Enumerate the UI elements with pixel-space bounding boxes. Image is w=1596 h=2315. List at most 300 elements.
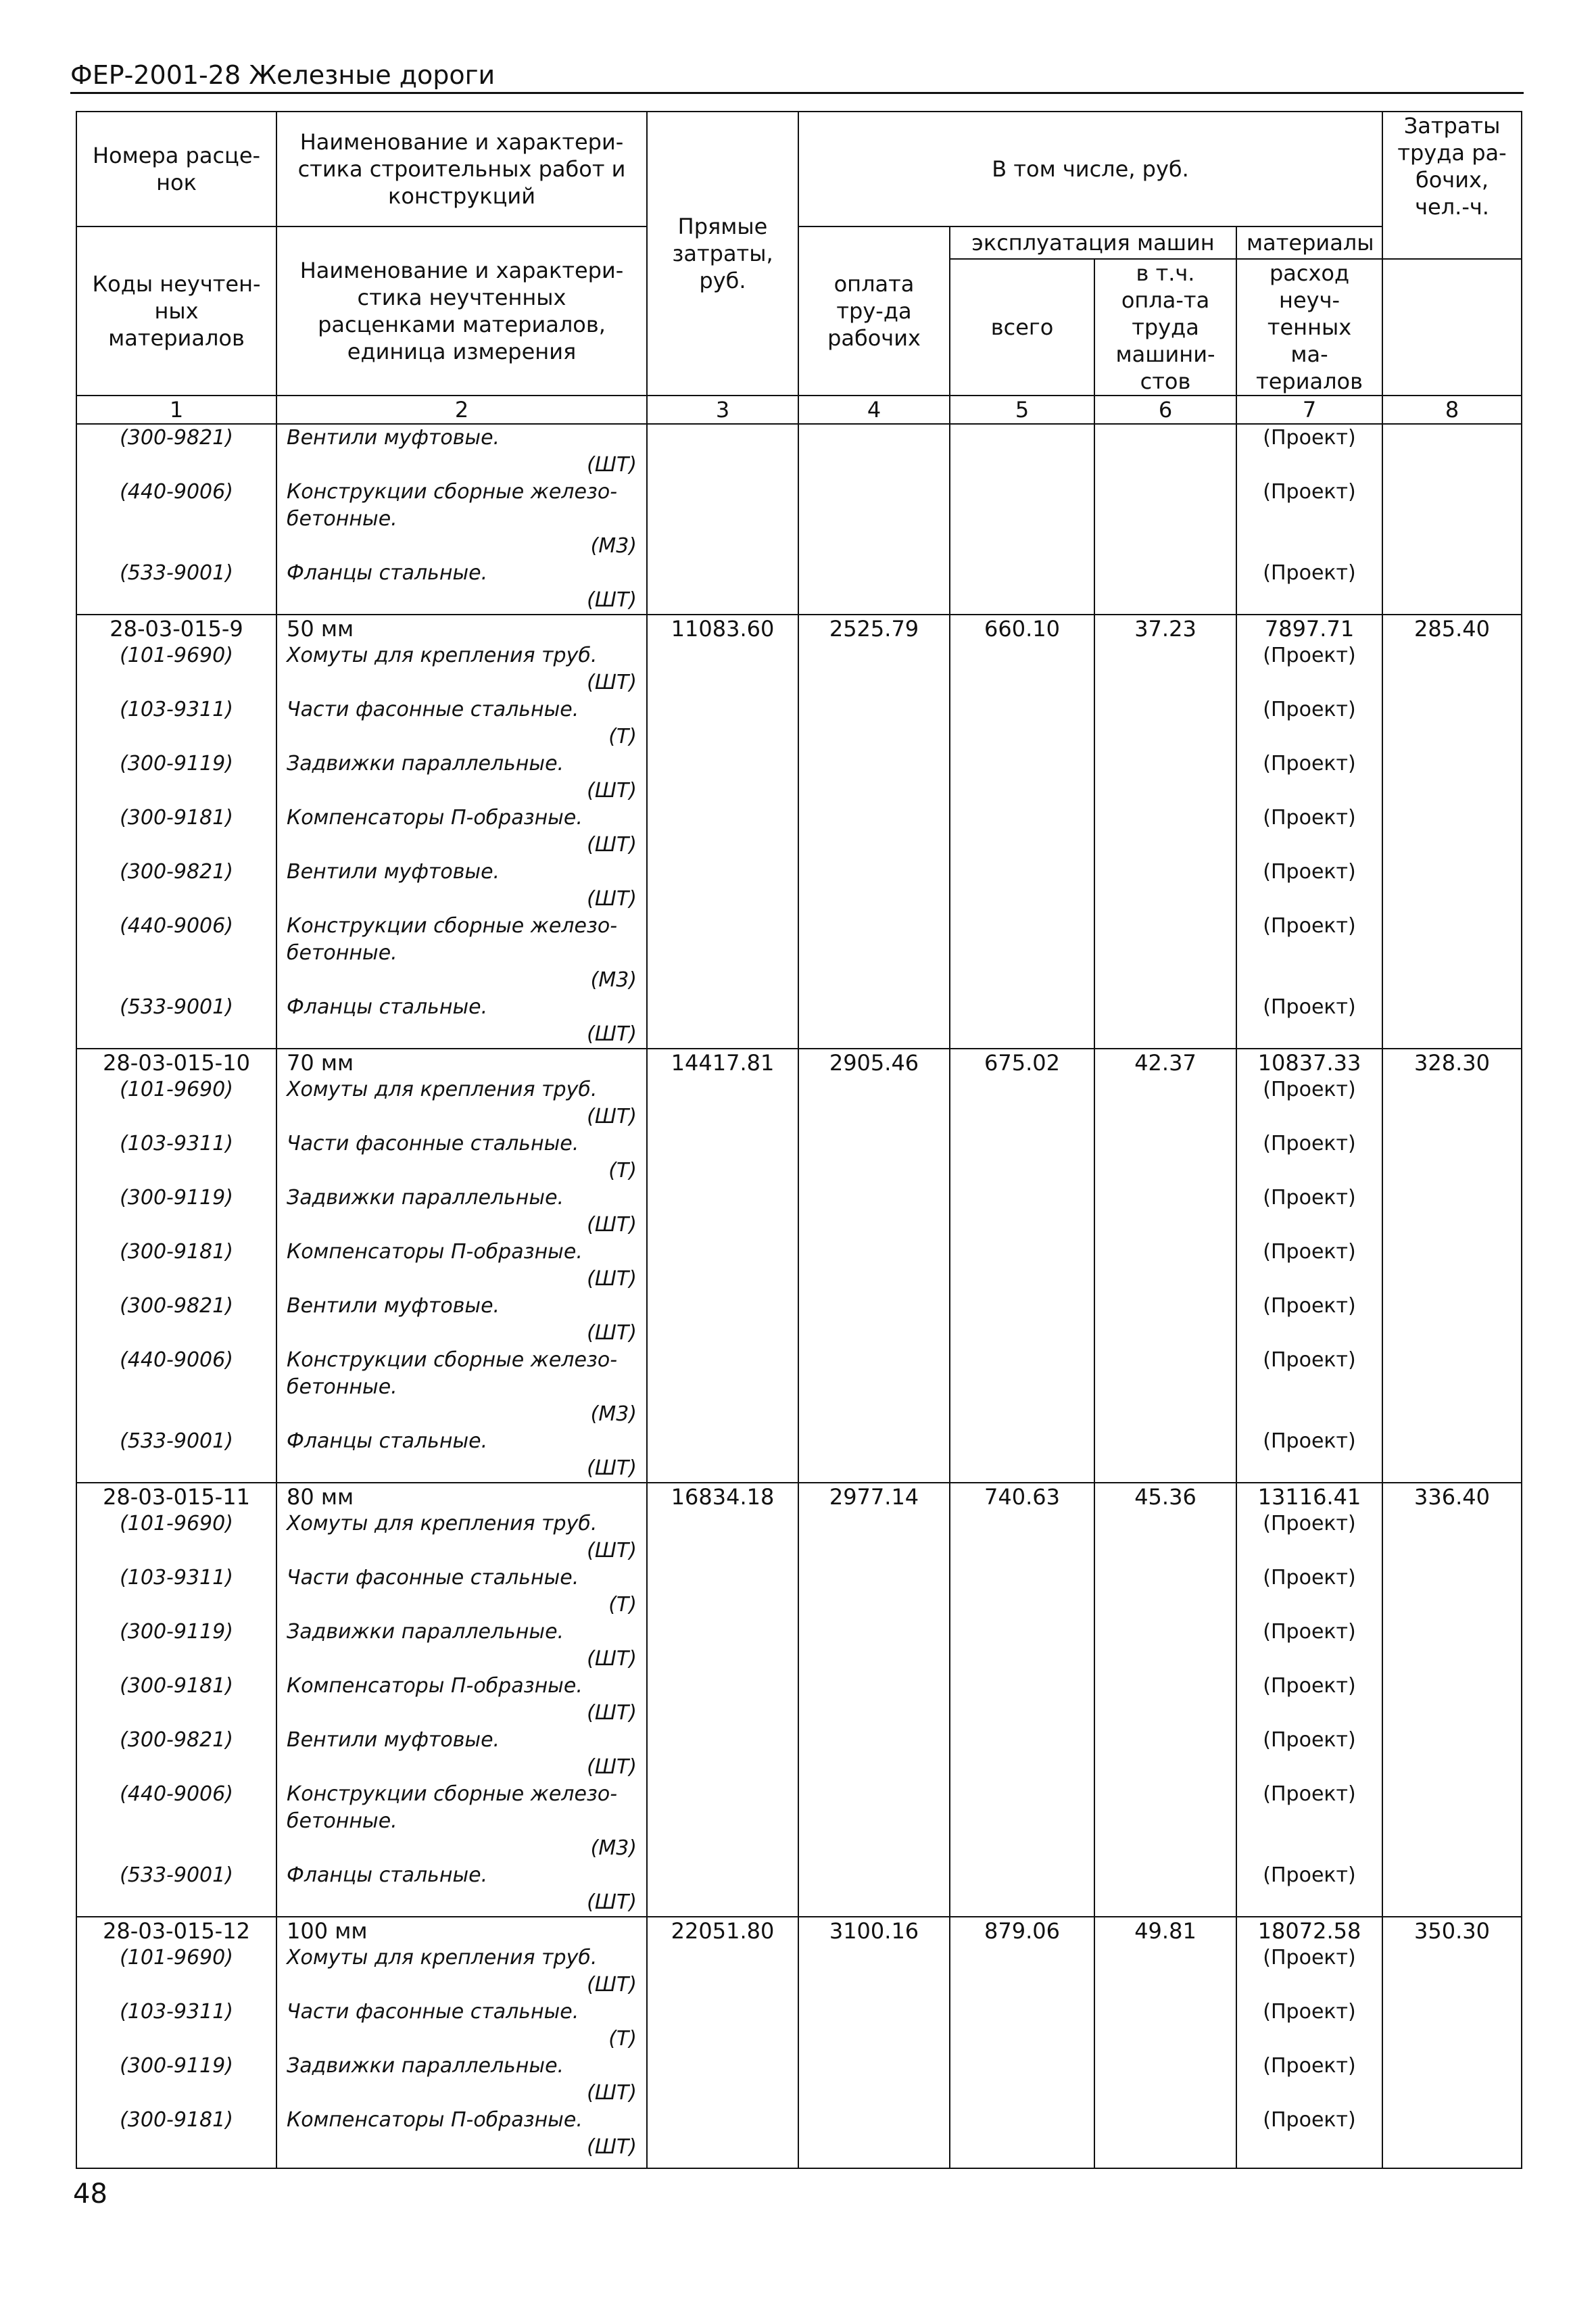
empty-cell	[1382, 1673, 1522, 1727]
rate-code: 28-03-015-9	[76, 615, 276, 642]
material-row	[76, 750, 1522, 805]
material-name	[276, 1673, 647, 1727]
empty-cell	[647, 859, 798, 913]
material-unit: (М3)	[590, 1402, 637, 1426]
material-unit: (ШТ)	[587, 2135, 637, 2159]
material-row	[76, 1619, 1522, 1673]
machinist-wages: 42.37	[1094, 1049, 1236, 1076]
empty-cell	[798, 913, 950, 994]
empty-cell	[647, 696, 798, 750]
empty-cell	[1382, 1999, 1522, 2053]
material-row	[76, 1999, 1522, 2053]
empty-cell	[1382, 424, 1522, 479]
material-unit: (ШТ)	[587, 1267, 637, 1291]
rate-name: 80 мм	[276, 1483, 647, 1510]
empty-cell	[798, 479, 950, 560]
material-project-note	[1236, 1944, 1382, 1999]
material-name	[276, 1565, 647, 1619]
material-name-text: Фланцы стальные.	[287, 561, 488, 585]
empty-cell	[1094, 805, 1236, 859]
empty-cell	[798, 1510, 950, 1565]
empty-cell	[1094, 1673, 1236, 1727]
worker-wages: 2977.14	[798, 1483, 950, 1510]
material-name	[276, 1619, 647, 1673]
project-label: (Проект)	[1263, 2000, 1356, 2024]
material-code: (300-9181)	[76, 1239, 276, 1293]
empty-cell	[950, 1293, 1094, 1347]
empty-cell	[1094, 994, 1236, 1049]
empty-cell	[647, 1619, 798, 1673]
material-name-text: Хомуты для крепления труб.	[287, 644, 598, 667]
material-name	[276, 913, 647, 994]
material-name-text: Вентили муфтовые.	[287, 1294, 500, 1318]
empty-cell	[1094, 1293, 1236, 1347]
material-row	[76, 1347, 1522, 1428]
empty-cell	[950, 1619, 1094, 1673]
column-number: 3	[647, 396, 798, 424]
rate-name: 70 мм	[276, 1049, 647, 1076]
material-name	[276, 1347, 647, 1428]
project-label: (Проект)	[1263, 1429, 1356, 1453]
empty-cell	[798, 560, 950, 615]
empty-cell	[950, 642, 1094, 696]
empty-cell	[798, 1944, 950, 1999]
empty-cell	[950, 1673, 1094, 1727]
empty-cell	[647, 560, 798, 615]
material-code: (533-9001)	[76, 994, 276, 1049]
empty-cell	[1094, 642, 1236, 696]
material-unit: (ШТ)	[587, 1321, 637, 1345]
material-unit: (Т)	[608, 2027, 637, 2051]
header-unaccounted-materials: расход неуч-тенных ма-териалов	[1236, 259, 1382, 396]
empty-cell	[798, 1076, 950, 1130]
material-name-text: Хомуты для крепления труб.	[287, 1512, 598, 1535]
material-unit: (ШТ)	[587, 1701, 637, 1725]
material-name	[276, 1862, 647, 1917]
material-row	[76, 1862, 1522, 1917]
material-name	[276, 1944, 647, 1999]
empty-cell	[1382, 859, 1522, 913]
material-unit: (ШТ)	[587, 1022, 637, 1046]
empty-cell	[950, 1565, 1094, 1619]
empty-cell	[1382, 1510, 1522, 1565]
empty-cell	[798, 2107, 950, 2168]
rates-table	[76, 111, 1522, 2169]
project-label: (Проект)	[1263, 2108, 1356, 2132]
empty-cell	[647, 1565, 798, 1619]
empty-cell	[798, 1727, 950, 1781]
material-name-text: Вентили муфтовые.	[287, 426, 500, 450]
material-project-note	[1236, 913, 1382, 994]
material-code: (300-9821)	[76, 1727, 276, 1781]
empty-cell	[798, 2053, 950, 2107]
material-row	[76, 642, 1522, 696]
rate-code: 28-03-015-10	[76, 1049, 276, 1076]
empty-cell	[647, 750, 798, 805]
project-label: (Проект)	[1263, 995, 1356, 1019]
empty-cell	[798, 805, 950, 859]
labor-costs: 328.30	[1382, 1049, 1522, 1076]
empty-cell	[798, 696, 950, 750]
empty-cell	[950, 1862, 1094, 1917]
material-row	[76, 1293, 1522, 1347]
empty-cell	[1094, 1862, 1236, 1917]
material-name-text: Компенсаторы П-образные.	[287, 806, 583, 830]
empty-cell	[950, 750, 1094, 805]
material-name	[276, 859, 647, 913]
empty-cell	[647, 1076, 798, 1130]
material-name	[276, 696, 647, 750]
empty-cell	[647, 1293, 798, 1347]
material-row	[76, 1565, 1522, 1619]
project-label: (Проект)	[1263, 2054, 1356, 2078]
empty-cell	[1094, 1619, 1236, 1673]
worker-wages: 2905.46	[798, 1049, 950, 1076]
rate-name: 100 мм	[276, 1917, 647, 1944]
empty-cell	[1382, 1781, 1522, 1862]
empty-cell	[647, 2053, 798, 2107]
empty-cell	[1094, 424, 1236, 479]
project-label: (Проект)	[1263, 1674, 1356, 1698]
header-direct-costs: Прямые затраты, руб.	[647, 112, 798, 396]
material-code: (101-9690)	[76, 1076, 276, 1130]
material-name	[276, 424, 647, 479]
empty-cell	[950, 2053, 1094, 2107]
worker-wages: 2525.79	[798, 615, 950, 642]
material-project-note	[1236, 696, 1382, 750]
material-name-text: Хомуты для крепления труб.	[287, 1078, 598, 1101]
empty-cell	[647, 805, 798, 859]
materials-cost: 13116.41	[1236, 1483, 1382, 1510]
column-number: 8	[1382, 396, 1522, 424]
material-code: (300-9181)	[76, 1673, 276, 1727]
empty-cell	[1094, 1781, 1236, 1862]
project-label: (Проект)	[1263, 426, 1356, 450]
material-code: (103-9311)	[76, 1130, 276, 1185]
material-row	[76, 1944, 1522, 1999]
empty-cell	[798, 1619, 950, 1673]
empty-cell	[1382, 1565, 1522, 1619]
material-name-text: Конструкции сборные железо-бетонные.	[287, 1348, 618, 1399]
column-number: 6	[1094, 396, 1236, 424]
machinist-wages: 37.23	[1094, 615, 1236, 642]
empty-cell	[1094, 859, 1236, 913]
empty-cell	[1382, 2053, 1522, 2107]
direct-costs: 14417.81	[647, 1049, 798, 1076]
project-label: (Проект)	[1263, 1294, 1356, 1318]
empty-cell	[1382, 1428, 1522, 1483]
empty-cell	[950, 1428, 1094, 1483]
project-label: (Проект)	[1263, 1566, 1356, 1590]
project-label: (Проект)	[1263, 1620, 1356, 1644]
material-code: (533-9001)	[76, 1428, 276, 1483]
empty-cell	[798, 1428, 950, 1483]
material-project-note	[1236, 2053, 1382, 2107]
material-code: (101-9690)	[76, 1944, 276, 1999]
material-unit: (М3)	[590, 1836, 637, 1860]
empty-cell	[1382, 750, 1522, 805]
material-name-text: Задвижки параллельные.	[287, 752, 564, 775]
material-row	[76, 994, 1522, 1049]
empty-cell	[798, 859, 950, 913]
material-unit: (ШТ)	[587, 1755, 637, 1779]
material-name	[276, 1130, 647, 1185]
material-row	[76, 859, 1522, 913]
empty-cell	[950, 479, 1094, 560]
header-work-name: Наименование и характери-стика строительных работ и конструкций	[276, 112, 647, 226]
empty-cell	[950, 1076, 1094, 1130]
empty-cell	[1094, 1565, 1236, 1619]
empty-cell	[1382, 994, 1522, 1049]
empty-cell	[647, 424, 798, 479]
empty-cell	[1382, 805, 1522, 859]
material-code: (300-9181)	[76, 805, 276, 859]
material-code: (440-9006)	[76, 1347, 276, 1428]
material-code: (300-9119)	[76, 2053, 276, 2107]
empty-cell	[647, 1347, 798, 1428]
empty-cell	[1094, 560, 1236, 615]
empty-cell	[1094, 750, 1236, 805]
project-label: (Проект)	[1263, 1186, 1356, 1210]
material-name	[276, 642, 647, 696]
empty-cell	[1094, 479, 1236, 560]
empty-cell	[1382, 1185, 1522, 1239]
empty-cell	[950, 859, 1094, 913]
material-name-text: Фланцы стальные.	[287, 995, 488, 1019]
header-machines: эксплуатация машин	[950, 226, 1236, 259]
material-project-note	[1236, 1239, 1382, 1293]
material-project-note	[1236, 750, 1382, 805]
machines-total: 879.06	[950, 1917, 1094, 1944]
material-name-text: Части фасонные стальные.	[287, 1566, 579, 1590]
empty-cell	[798, 1673, 950, 1727]
empty-cell	[1382, 1862, 1522, 1917]
material-project-note	[1236, 2107, 1382, 2168]
material-name	[276, 1727, 647, 1781]
material-project-note	[1236, 1293, 1382, 1347]
empty-cell	[950, 1944, 1094, 1999]
empty-cell	[1382, 913, 1522, 994]
empty-cell	[798, 1862, 950, 1917]
empty-cell	[1382, 1347, 1522, 1428]
material-code: (300-9119)	[76, 1619, 276, 1673]
material-unit: (ШТ)	[587, 1647, 637, 1671]
empty-cell	[798, 424, 950, 479]
empty-cell	[1094, 1727, 1236, 1781]
material-row	[76, 1239, 1522, 1293]
material-code: (300-9821)	[76, 424, 276, 479]
empty-cell	[647, 1239, 798, 1293]
empty-cell	[950, 1727, 1094, 1781]
material-project-note	[1236, 1510, 1382, 1565]
empty-cell	[798, 1293, 950, 1347]
empty-cell	[798, 750, 950, 805]
material-code: (103-9311)	[76, 1565, 276, 1619]
material-name	[276, 2107, 647, 2168]
rate-row	[76, 1049, 1522, 1076]
project-label: (Проект)	[1263, 1078, 1356, 1101]
material-unit: (М3)	[590, 968, 637, 992]
material-name-text: Задвижки параллельные.	[287, 2054, 564, 2078]
header-rate-numbers: Номера расце-нок	[76, 112, 276, 226]
project-label: (Проект)	[1263, 1240, 1356, 1264]
project-label: (Проект)	[1263, 860, 1356, 884]
material-project-note	[1236, 1347, 1382, 1428]
direct-costs: 22051.80	[647, 1917, 798, 1944]
machinist-wages: 49.81	[1094, 1917, 1236, 1944]
empty-cell	[798, 1347, 950, 1428]
empty-cell	[1094, 1347, 1236, 1428]
column-number: 2	[276, 396, 647, 424]
material-code: (440-9006)	[76, 913, 276, 994]
page-header: ФЕР-2001-28 Железные дороги	[70, 59, 1524, 94]
empty-cell	[1382, 1619, 1522, 1673]
material-project-note	[1236, 1185, 1382, 1239]
empty-cell	[1094, 1185, 1236, 1239]
header-material-name: Наименование и характери-стика неучтенных расценками материалов, единица измерения	[276, 226, 647, 396]
material-code: (103-9311)	[76, 696, 276, 750]
material-name-text: Компенсаторы П-образные.	[287, 2108, 583, 2132]
empty-cell	[950, 1347, 1094, 1428]
empty-cell	[950, 696, 1094, 750]
material-name	[276, 1293, 647, 1347]
material-row	[76, 1076, 1522, 1130]
material-name-text: Вентили муфтовые.	[287, 1728, 500, 1752]
material-unit: (Т)	[608, 725, 637, 748]
material-code: (440-9006)	[76, 479, 276, 560]
material-unit: (ШТ)	[587, 453, 637, 477]
header-material-codes: Коды неучтен-ных материалов	[76, 226, 276, 396]
material-code: (440-9006)	[76, 1781, 276, 1862]
project-label: (Проект)	[1263, 1348, 1356, 1372]
material-name-text: Хомуты для крепления труб.	[287, 1946, 598, 1970]
material-code: (300-9181)	[76, 2107, 276, 2168]
empty-cell	[798, 1185, 950, 1239]
column-numbers-row	[76, 396, 1522, 424]
material-unit: (ШТ)	[587, 1213, 637, 1237]
empty-cell	[1094, 1239, 1236, 1293]
empty-cell	[950, 2107, 1094, 2168]
header-including: В том числе, руб.	[798, 112, 1382, 226]
project-label: (Проект)	[1263, 1782, 1356, 1806]
material-code: (300-9119)	[76, 750, 276, 805]
empty-cell	[950, 994, 1094, 1049]
material-project-note	[1236, 859, 1382, 913]
empty-cell	[647, 994, 798, 1049]
empty-cell	[1382, 1239, 1522, 1293]
material-project-note	[1236, 805, 1382, 859]
rate-code: 28-03-015-12	[76, 1917, 276, 1944]
empty-cell	[950, 1999, 1094, 2053]
material-name-text: Задвижки параллельные.	[287, 1186, 564, 1210]
column-number: 4	[798, 396, 950, 424]
material-row	[76, 1673, 1522, 1727]
empty-cell	[647, 1130, 798, 1185]
empty-cell	[647, 1999, 798, 2053]
material-code: (300-9821)	[76, 1293, 276, 1347]
header-labor-costs: Затраты труда ра-бочих, чел.-ч.	[1382, 112, 1522, 259]
material-project-note	[1236, 1428, 1382, 1483]
empty-cell	[1382, 1944, 1522, 1999]
material-unit: (Т)	[608, 1593, 637, 1617]
material-name	[276, 1781, 647, 1862]
material-project-note	[1236, 1673, 1382, 1727]
material-unit: (ШТ)	[587, 1890, 637, 1914]
project-label: (Проект)	[1263, 1728, 1356, 1752]
header-labor-blank	[1382, 259, 1522, 396]
material-name-text: Фланцы стальные.	[287, 1863, 488, 1887]
material-unit: (ШТ)	[587, 833, 637, 857]
page-number: 48	[73, 2178, 107, 2210]
empty-cell	[647, 642, 798, 696]
empty-cell	[1094, 1130, 1236, 1185]
material-name-text: Части фасонные стальные.	[287, 1132, 579, 1155]
empty-cell	[647, 913, 798, 994]
material-project-note	[1236, 424, 1382, 479]
material-name	[276, 994, 647, 1049]
empty-cell	[1382, 479, 1522, 560]
material-name	[276, 750, 647, 805]
empty-cell	[1094, 1076, 1236, 1130]
direct-costs: 11083.60	[647, 615, 798, 642]
material-unit: (ШТ)	[587, 588, 637, 612]
worker-wages: 3100.16	[798, 1917, 950, 1944]
material-name	[276, 805, 647, 859]
material-row	[76, 1428, 1522, 1483]
materials-cost: 10837.33	[1236, 1049, 1382, 1076]
material-project-note	[1236, 479, 1382, 560]
empty-cell	[1382, 2107, 1522, 2168]
project-label: (Проект)	[1263, 698, 1356, 721]
material-name	[276, 1510, 647, 1565]
empty-cell	[1382, 1076, 1522, 1130]
column-number: 1	[76, 396, 276, 424]
labor-costs: 350.30	[1382, 1917, 1522, 1944]
empty-cell	[1382, 1130, 1522, 1185]
empty-cell	[798, 642, 950, 696]
material-row	[76, 424, 1522, 479]
material-name-text: Части фасонные стальные.	[287, 698, 579, 721]
empty-cell	[798, 1239, 950, 1293]
material-code: (103-9311)	[76, 1999, 276, 2053]
header-worker-wages: оплата тру-да рабочих	[798, 226, 950, 396]
empty-cell	[647, 1781, 798, 1862]
empty-cell	[647, 479, 798, 560]
labor-costs: 285.40	[1382, 615, 1522, 642]
material-code: (101-9690)	[76, 642, 276, 696]
material-name-text: Компенсаторы П-образные.	[287, 1674, 583, 1698]
empty-cell	[798, 1999, 950, 2053]
empty-cell	[950, 1781, 1094, 1862]
empty-cell	[1382, 696, 1522, 750]
material-name-text: Конструкции сборные железо-бетонные.	[287, 914, 618, 965]
project-label: (Проект)	[1263, 1512, 1356, 1535]
empty-cell	[798, 994, 950, 1049]
material-unit: (ШТ)	[587, 1456, 637, 1480]
material-name-text: Вентили муфтовые.	[287, 860, 500, 884]
empty-cell	[798, 1130, 950, 1185]
empty-cell	[950, 1130, 1094, 1185]
empty-cell	[798, 1565, 950, 1619]
material-name	[276, 1239, 647, 1293]
machines-total: 675.02	[950, 1049, 1094, 1076]
column-number: 5	[950, 396, 1094, 424]
material-code: (300-9821)	[76, 859, 276, 913]
material-row	[76, 1130, 1522, 1185]
material-project-note	[1236, 560, 1382, 615]
empty-cell	[950, 805, 1094, 859]
empty-cell	[950, 424, 1094, 479]
